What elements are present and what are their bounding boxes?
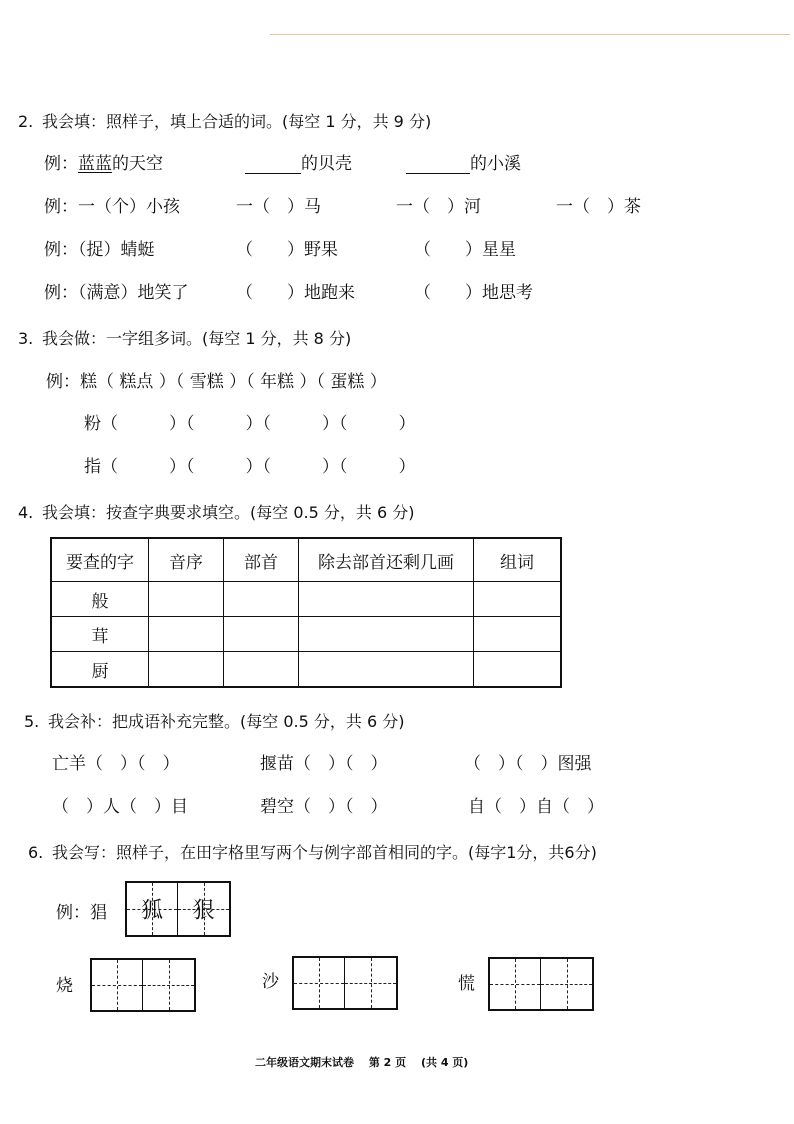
row-char: 般 bbox=[51, 582, 149, 617]
answer-cell[interactable] bbox=[224, 582, 299, 617]
grid-cell[interactable] bbox=[143, 960, 194, 1010]
answer-cell[interactable] bbox=[224, 617, 299, 652]
answer-cell[interactable] bbox=[299, 617, 474, 652]
q6-grid-shao bbox=[90, 958, 196, 1012]
row-char: 茸 bbox=[51, 617, 149, 652]
q2-adverb-example: 例：（满意）地笑了 bbox=[44, 283, 189, 303]
q2-measure-tea[interactable]: 一（ ）茶 bbox=[556, 197, 641, 217]
q5-number: 5. bbox=[24, 712, 40, 731]
grid-cell[interactable] bbox=[541, 959, 592, 1009]
grid-cell[interactable] bbox=[345, 958, 396, 1008]
q2-example-prefix: 例： bbox=[44, 154, 78, 174]
answer-cell[interactable] bbox=[474, 617, 562, 652]
q6-number: 6. bbox=[28, 843, 44, 862]
q2-example-word: 蓝蓝 bbox=[78, 154, 112, 174]
q6-grid-sha bbox=[292, 956, 398, 1010]
q4-number: 4. bbox=[18, 503, 34, 522]
q3-example: 例：糕（ 糕点 ）（ 雪糕 ）（ 年糕 ）（ 蛋糕 ） bbox=[46, 372, 387, 392]
q6-example-grid bbox=[125, 881, 231, 937]
q2-title: 我会填：照样子，填上合适的词。(每空 1 分，共 9 分) bbox=[42, 112, 432, 131]
q5-title: 我会补：把成语补充完整。(每空 0.5 分，共 6 分) bbox=[48, 712, 405, 731]
table-row bbox=[51, 617, 561, 652]
header-strokes: 除去部首还剩几画 bbox=[299, 538, 474, 582]
q3-row-zhi[interactable]: 指（ ）（ ）（ ）（ ） bbox=[84, 457, 416, 477]
q2-verb-stars[interactable]: （ ）星星 bbox=[414, 240, 516, 260]
answer-cell[interactable] bbox=[474, 652, 562, 688]
q2-blank-shell-row bbox=[245, 154, 352, 174]
grid-cell[interactable] bbox=[294, 958, 345, 1008]
q2-shell-label: 的贝壳 bbox=[301, 154, 352, 174]
table-header-row bbox=[51, 538, 561, 582]
answer-cell[interactable] bbox=[299, 582, 474, 617]
answer-cell[interactable] bbox=[299, 652, 474, 688]
answer-cell[interactable] bbox=[149, 582, 224, 617]
q2-verb-example: 例：（捉）蜻蜓 bbox=[44, 240, 155, 260]
q4-title: 我会填：按查字典要求填空。(每空 0.5 分，共 6 分) bbox=[42, 503, 415, 522]
q2-blank-stream-row bbox=[406, 154, 521, 174]
q3-title: 我会做：一字组多词。(每空 1 分，共 8 分) bbox=[42, 329, 352, 348]
grid-cell bbox=[127, 883, 178, 935]
q5-idiom-6[interactable]: 自（ ）自（ ） bbox=[468, 797, 604, 817]
header-char: 要查的字 bbox=[51, 538, 149, 582]
grid-cell[interactable] bbox=[92, 960, 143, 1010]
q2-example-rest: 的天空 bbox=[112, 154, 163, 174]
answer-cell[interactable] bbox=[149, 652, 224, 688]
answer-cell[interactable] bbox=[149, 617, 224, 652]
q5-idiom-1[interactable]: 亡羊（ ）（ ） bbox=[52, 754, 180, 774]
dictionary-table bbox=[50, 537, 562, 688]
q2-number: 2. bbox=[18, 112, 34, 131]
q2-stream-label: 的小溪 bbox=[470, 154, 521, 174]
q2-adverb-run[interactable]: （ ）地跑来 bbox=[236, 283, 355, 303]
page-footer: 二年级语文期末试卷 第 2 页 (共 4 页) bbox=[255, 1056, 469, 1069]
example-char: 狠 bbox=[192, 898, 215, 924]
q2-blank-stream[interactable] bbox=[406, 155, 470, 174]
header-radical: 部首 bbox=[224, 538, 299, 582]
q2-measure-river[interactable]: 一（ ）河 bbox=[396, 197, 481, 217]
q5-idiom-4[interactable]: （ ）人（ ）目 bbox=[52, 797, 188, 817]
answer-cell[interactable] bbox=[474, 582, 562, 617]
q2-example-row bbox=[44, 154, 163, 174]
q5-idiom-3[interactable]: （ ）（ ）图强 bbox=[464, 754, 592, 774]
example-char: 狐 bbox=[140, 898, 163, 924]
q6-grid-huang bbox=[488, 957, 594, 1011]
q2-verb-fruit[interactable]: （ ）野果 bbox=[236, 240, 338, 260]
row-char: 厨 bbox=[51, 652, 149, 688]
answer-cell[interactable] bbox=[224, 652, 299, 688]
header-word: 组词 bbox=[474, 538, 562, 582]
q5-idiom-5[interactable]: 碧空（ ）（ ） bbox=[260, 797, 388, 817]
grid-cell bbox=[178, 883, 229, 935]
table-row bbox=[51, 652, 561, 688]
q3-row-fen[interactable]: 粉（ ）（ ）（ ）（ ） bbox=[84, 414, 416, 434]
q2-adverb-think[interactable]: （ ）地思考 bbox=[414, 283, 533, 303]
header-phonetic: 音序 bbox=[149, 538, 224, 582]
q2-blank-shell[interactable] bbox=[245, 155, 301, 174]
q2-measure-horse[interactable]: 一（ ）马 bbox=[236, 197, 321, 217]
scan-edge-line bbox=[270, 34, 790, 35]
q6-item-shao: 烧 bbox=[56, 976, 73, 996]
q2-measure-example: 例：一（个）小孩 bbox=[44, 197, 180, 217]
q6-item-huang: 慌 bbox=[458, 974, 475, 994]
q6-title: 我会写：照样子，在田字格里写两个与例字部首相同的字。(每字1分，共6分) bbox=[52, 843, 597, 862]
q6-item-sha: 沙 bbox=[262, 972, 279, 992]
q5-idiom-2[interactable]: 揠苗（ ）（ ） bbox=[260, 754, 388, 774]
q6-example-label: 例：猖 bbox=[56, 903, 107, 923]
grid-cell[interactable] bbox=[490, 959, 541, 1009]
q3-number: 3. bbox=[18, 329, 34, 348]
table-row bbox=[51, 582, 561, 617]
